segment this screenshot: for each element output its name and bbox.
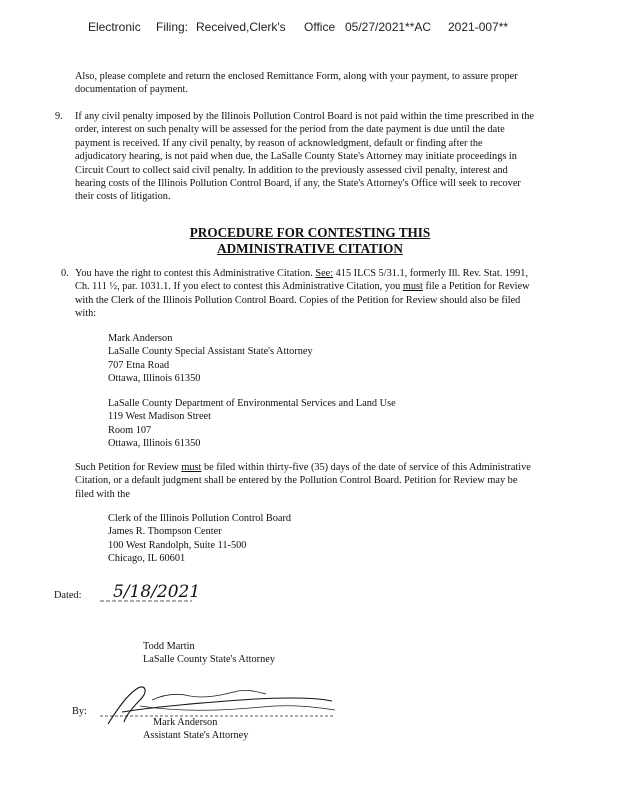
petition-paragraph <box>75 461 531 501</box>
text-line: You have the right to contest this Administrative Citation. See: 415 ILCS 5/31.1, formerly Ill. Rev. Stat. 1991, <box>75 268 529 279</box>
signer-mark-anderson <box>143 716 248 743</box>
signer-name: Todd Martin <box>143 641 195 652</box>
address-mark-anderson <box>108 332 313 386</box>
filing-stamp-date: 05/27/2021**AC <box>345 20 432 34</box>
signer-title: Assistant State's Attorney <box>143 730 249 742</box>
address-line: Room 107 <box>108 424 152 436</box>
item-10-number: 0. <box>61 268 69 279</box>
item-9-paragraph <box>75 110 534 204</box>
text-line: order, interest on such penalty will be assessed for the period from the date payment is due until the date <box>75 124 505 136</box>
address-line: Clerk of the Illinois Pollution Control Board <box>108 513 292 524</box>
payment-paragraph <box>75 70 518 97</box>
text-line: Such Petition for Review must be filed within thirty-five (35) days of the date of service of this Administrative <box>75 462 531 473</box>
filing-stamp <box>0 20 618 36</box>
address-line: James R. Thompson Center <box>108 526 222 538</box>
address-line: LaSalle County Special Assistant State's Attorney <box>108 346 313 358</box>
address-line: Ottawa, Illinois 61350 <box>108 373 201 385</box>
signer-title: LaSalle County State's Attorney <box>143 654 275 666</box>
text-line: documentation of payment. <box>75 84 188 96</box>
address-line: Ottawa, Illinois 61350 <box>108 438 201 450</box>
filing-stamp-filing: Filing: <box>156 20 189 34</box>
dated-label: Dated: <box>54 590 82 601</box>
address-line: 119 West Madison Street <box>108 411 211 423</box>
text-line: hearing costs of the Illinois Pollution Control Board, if any, the State's Attorney's Office will seek to recover <box>75 178 521 190</box>
text-line: adjudicatory hearing, is not paid when due, the LaSalle County State's Attorney may initiate proceedings in <box>75 151 517 163</box>
dated-handwritten: 5/18/2021 <box>113 582 201 602</box>
text-line: Citation, or a default judgment shall be entered by the Pollution Control Board. Petition for Review may be <box>75 475 518 487</box>
text-line: Also, please complete and return the enclosed Remittance Form, along with your payment, to assure proper <box>75 71 518 82</box>
heading-line-2: ADMINISTRATIVE CITATION <box>217 240 403 256</box>
procedure-heading <box>120 225 500 256</box>
address-line: 707 Etna Road <box>108 359 170 371</box>
text-line: If any civil penalty imposed by the Illinois Pollution Control Board is not paid within the time prescribed in the <box>75 111 535 122</box>
text-line: with the Clerk of the Illinois Pollution Control Board. Copies of the Petition for Review should also be filed <box>75 294 521 306</box>
text-line: payment is received. If any civil penalty, by reason of acknowledgment, default or finding after the <box>75 137 483 149</box>
heading-line-1: PROCEDURE FOR CONTESTING THIS <box>189 225 431 240</box>
address-line: LaSalle County Department of Environmental Services and Land Use <box>108 398 396 409</box>
by-label: By: <box>72 706 87 717</box>
address-pollution-control-board <box>108 512 291 566</box>
filing-stamp-office: Office <box>304 20 336 34</box>
address-line: 100 West Randolph, Suite 11-500 <box>108 539 247 551</box>
filing-stamp-received: Received,Clerk's <box>196 20 286 34</box>
filing-stamp-number: 2021-007** <box>448 20 509 34</box>
filing-stamp-electronic: Electronic <box>88 20 141 34</box>
address-line: Mark Anderson <box>108 333 173 344</box>
address-environmental-services <box>108 397 396 451</box>
text-line: Ch. 111 ½, par. 1031.1. If you elect to contest this Administrative Citation, you must file a Petition for Review <box>75 281 530 293</box>
address-line: Chicago, IL 60601 <box>108 553 186 565</box>
item-10-paragraph <box>75 267 530 321</box>
signer-name: Mark Anderson <box>153 717 218 728</box>
text-line: with: <box>75 308 97 320</box>
text-line: their costs of litigation. <box>75 191 171 203</box>
text-line: filed with the <box>75 488 130 500</box>
text-line: Circuit Court to collect said civil penalty. In addition to the previously assessed civil penalty, interest and <box>75 164 508 176</box>
signer-todd-martin <box>143 640 275 667</box>
item-9-number: 9. <box>55 111 63 122</box>
